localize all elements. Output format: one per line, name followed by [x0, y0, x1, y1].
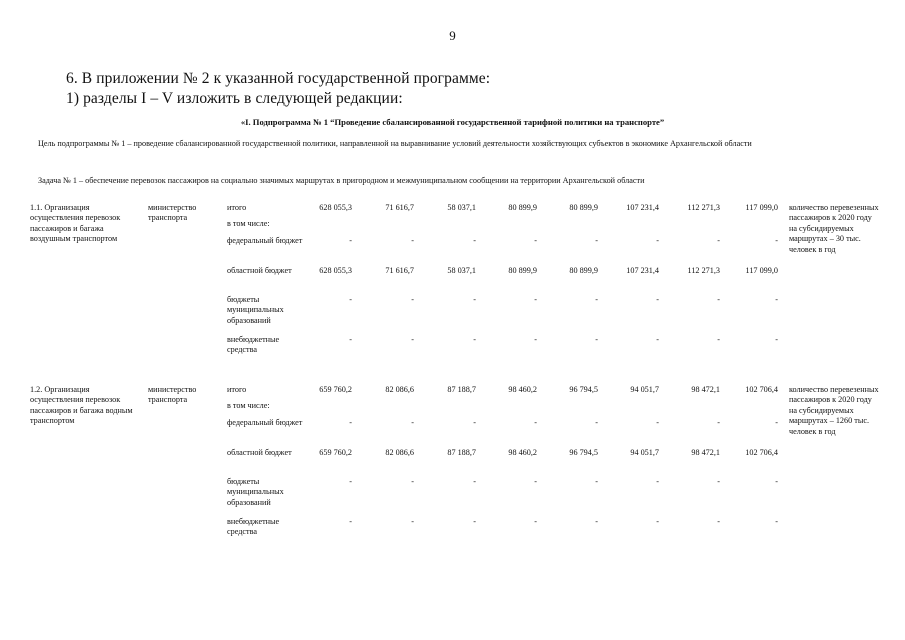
- funding-value: -: [717, 236, 720, 245]
- funding-value: -: [349, 477, 352, 486]
- measure-indicator: количество перевезенных пассажиров к 2020 году на субсидируемых маршрутах – 30 тыс. человек в год: [789, 203, 879, 254]
- measure-name: 1.1. Организация осуществления перевозок пассажиров и багажа воздушным транспортом: [30, 203, 121, 244]
- funding-value: -: [411, 477, 414, 486]
- funding-source-label: бюджеты муниципальных образований: [227, 477, 284, 507]
- funding-value: -: [473, 477, 476, 486]
- funding-value: 107 231,4: [626, 203, 659, 212]
- funding-value: 112 271,3: [687, 203, 720, 212]
- funding-value: -: [534, 418, 537, 427]
- funding-value: -: [717, 335, 720, 344]
- funding-value: -: [411, 517, 414, 526]
- funding-value: -: [656, 517, 659, 526]
- funding-value: -: [595, 295, 598, 304]
- funding-value: 71 616,7: [385, 203, 414, 212]
- funding-value: 58 037,1: [447, 266, 476, 275]
- funding-value: -: [717, 517, 720, 526]
- funding-value: -: [717, 295, 720, 304]
- funding-value: 87 188,7: [447, 448, 476, 457]
- measure-indicator: количество перевезенных пассажиров к 2020 году на субсидируемых маршрутах – 1260 тыс. человек в год: [789, 385, 879, 436]
- point-6-heading: 6. В приложении № 2 к указанной государственной программе:: [66, 70, 491, 87]
- funding-value: -: [473, 295, 476, 304]
- funding-value: -: [775, 236, 778, 245]
- funding-value: -: [349, 295, 352, 304]
- funding-value: -: [656, 236, 659, 245]
- funding-value: 80 899,9: [508, 203, 537, 212]
- point-1-heading: 1) разделы I – V изложить в следующей редакции:: [66, 90, 403, 107]
- funding-source-label: внебюджетные средства: [227, 335, 280, 355]
- funding-value: -: [473, 335, 476, 344]
- funding-value: -: [717, 418, 720, 427]
- funding-value: 98 472,1: [691, 385, 720, 394]
- funding-value: 82 086,6: [385, 385, 414, 394]
- funding-value: 80 899,9: [569, 203, 598, 212]
- funding-value: -: [411, 236, 414, 245]
- funding-value: 96 794,5: [569, 385, 598, 394]
- funding-source-label: в том числе:: [227, 401, 270, 410]
- funding-value: -: [473, 236, 476, 245]
- funding-value: -: [595, 335, 598, 344]
- funding-value: -: [656, 295, 659, 304]
- funding-value: -: [534, 335, 537, 344]
- measure-name: 1.2. Организация осуществления перевозок пассажиров и багажа водным транспортом: [30, 385, 133, 426]
- funding-value: -: [656, 418, 659, 427]
- funding-value: 117 099,0: [745, 203, 778, 212]
- funding-source-label: областной бюджет: [227, 266, 292, 275]
- funding-source-label: федеральный бюджет: [227, 236, 303, 245]
- funding-value: -: [595, 418, 598, 427]
- funding-value: 96 794,5: [569, 448, 598, 457]
- funding-value: 87 188,7: [447, 385, 476, 394]
- funding-value: -: [473, 517, 476, 526]
- subprogram-task: Задача № 1 – обеспечение перевозок пассажиров на социально значимых маршрутах в пригородном и межмуниципальном сообщении на территории Архангельской области: [38, 176, 645, 185]
- funding-value: 107 231,4: [626, 266, 659, 275]
- funding-value: -: [775, 517, 778, 526]
- funding-value: 94 051,7: [630, 385, 659, 394]
- funding-source-label: внебюджетные средства: [227, 517, 280, 537]
- funding-value: 628 055,3: [319, 203, 352, 212]
- funding-value: -: [775, 477, 778, 486]
- funding-source-label: областной бюджет: [227, 448, 292, 457]
- funding-value: -: [349, 517, 352, 526]
- funding-value: 659 760,2: [319, 448, 352, 457]
- funding-value: -: [349, 335, 352, 344]
- funding-value: -: [656, 335, 659, 344]
- funding-source-label: итого: [227, 203, 247, 212]
- funding-value: 117 099,0: [745, 266, 778, 275]
- funding-source-label: федеральный бюджет: [227, 418, 303, 427]
- funding-value: 94 051,7: [630, 448, 659, 457]
- funding-value: -: [534, 477, 537, 486]
- funding-value: 102 706,4: [745, 448, 778, 457]
- funding-value: -: [473, 418, 476, 427]
- funding-value: -: [775, 418, 778, 427]
- funding-value: -: [349, 236, 352, 245]
- funding-value: -: [775, 295, 778, 304]
- funding-source-label: бюджеты муниципальных образований: [227, 295, 284, 325]
- funding-value: -: [534, 236, 537, 245]
- measure-executor: министерство транспорта: [148, 203, 197, 223]
- funding-value: -: [595, 236, 598, 245]
- funding-value: 102 706,4: [745, 385, 778, 394]
- funding-value: 659 760,2: [319, 385, 352, 394]
- funding-value: -: [717, 477, 720, 486]
- subprogram-title: «I. Подпрограмма № 1 “Проведение сбалансированной государственной тарифной политики на транспорте”: [240, 117, 665, 127]
- funding-value: 58 037,1: [447, 203, 476, 212]
- funding-value: 98 460,2: [508, 448, 537, 457]
- funding-value: 82 086,6: [385, 448, 414, 457]
- funding-value: -: [534, 295, 537, 304]
- funding-value: -: [595, 477, 598, 486]
- funding-value: -: [411, 418, 414, 427]
- funding-value: -: [595, 517, 598, 526]
- funding-value: 98 472,1: [691, 448, 720, 457]
- funding-value: 80 899,9: [508, 266, 537, 275]
- funding-value: 71 616,7: [385, 266, 414, 275]
- funding-value: 80 899,9: [569, 266, 598, 275]
- subprogram-goal: Цель подпрограммы № 1 – проведение сбалансированной государственной политики, направленной на выравнивание условий деятельности хозяйствующих субъектов в экономике Архангельской области: [38, 139, 752, 148]
- funding-value: 628 055,3: [319, 266, 352, 275]
- funding-value: 98 460,2: [508, 385, 537, 394]
- funding-value: -: [534, 517, 537, 526]
- measure-executor: министерство транспорта: [148, 385, 197, 405]
- funding-value: -: [411, 295, 414, 304]
- funding-source-label: в том числе:: [227, 219, 270, 228]
- funding-value: -: [775, 335, 778, 344]
- page-number: 9: [449, 28, 456, 43]
- funding-value: -: [411, 335, 414, 344]
- funding-source-label: итого: [227, 385, 247, 394]
- funding-value: 112 271,3: [687, 266, 720, 275]
- funding-value: -: [656, 477, 659, 486]
- funding-value: -: [349, 418, 352, 427]
